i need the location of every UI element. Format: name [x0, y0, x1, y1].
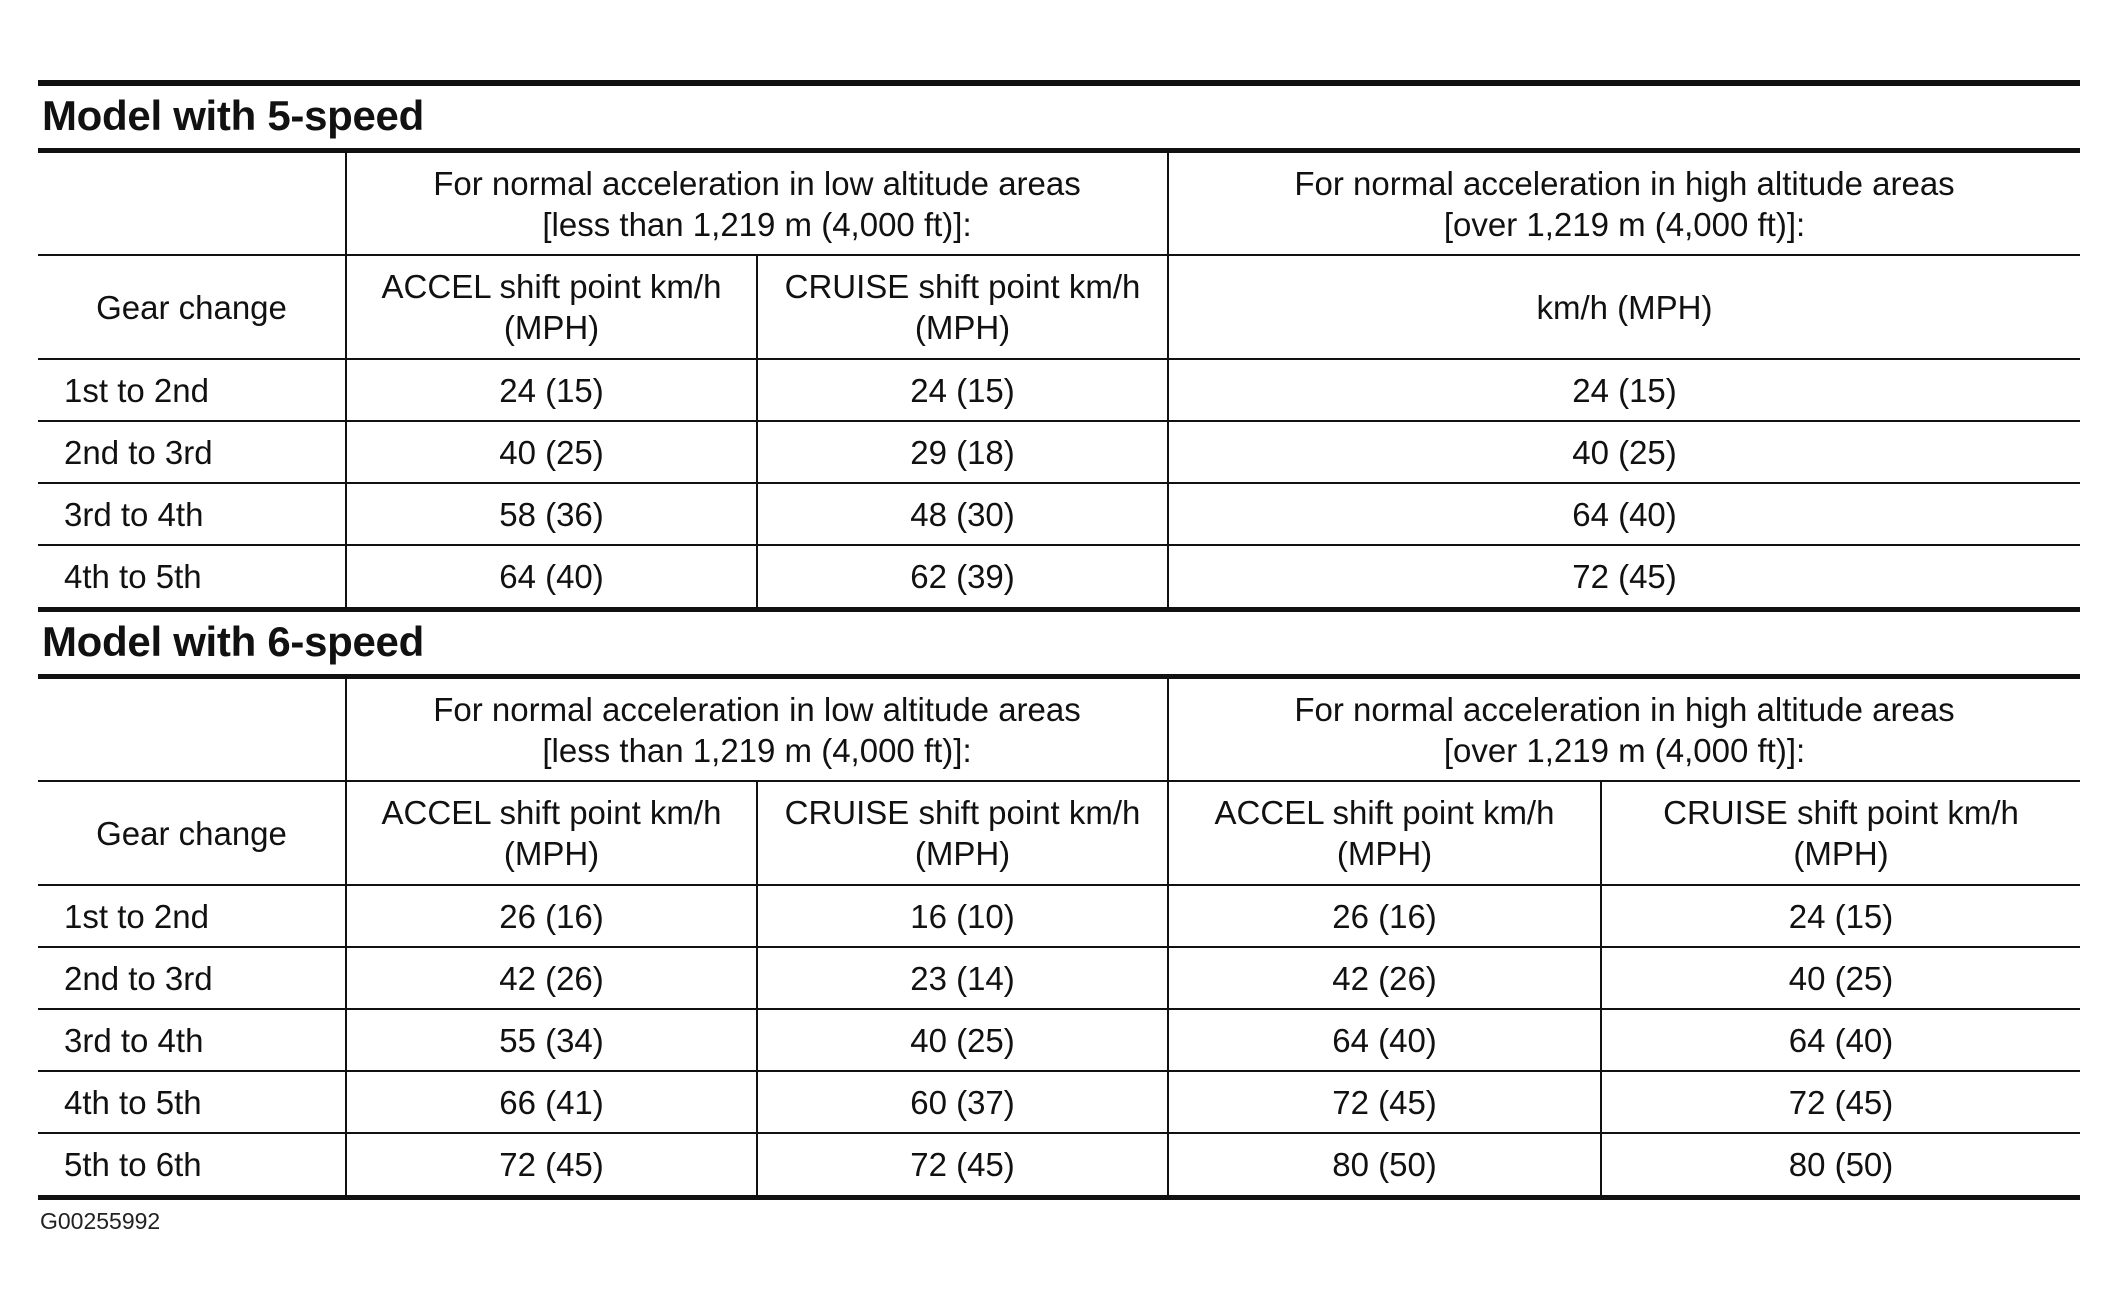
gear-cell: 3rd to 4th	[38, 483, 346, 545]
high-accel-cell: 42 (26)	[1168, 947, 1601, 1009]
high-cell: 72 (45)	[1168, 545, 2080, 607]
high-accel-cell: 26 (16)	[1168, 885, 1601, 947]
table-row	[38, 1009, 2080, 1071]
high-cruise-cell: 64 (40)	[1601, 1009, 2080, 1071]
low-cruise-cell: 24 (15)	[757, 359, 1168, 421]
table-row	[38, 1133, 2080, 1195]
table-row	[38, 885, 2080, 947]
gear-cell: 2nd to 3rd	[38, 947, 346, 1009]
high-accel-cell: 72 (45)	[1168, 1071, 1601, 1133]
low-cruise-header: CRUISE shift point km/h (MPH)	[757, 255, 1168, 359]
group-header-row	[38, 679, 2080, 781]
high-accel-cell: 64 (40)	[1168, 1009, 1601, 1071]
section-title-5-speed: Model with 5-speed	[38, 86, 2080, 153]
high-cruise-cell: 72 (45)	[1601, 1071, 2080, 1133]
high-cruise-cell: 40 (25)	[1601, 947, 2080, 1009]
gear-cell: 3rd to 4th	[38, 1009, 346, 1071]
high-accel-cell: 80 (50)	[1168, 1133, 1601, 1195]
low-accel-cell: 55 (34)	[346, 1009, 757, 1071]
low-accel-cell: 42 (26)	[346, 947, 757, 1009]
figure-id: G00255992	[40, 1208, 161, 1234]
table-row	[38, 1071, 2080, 1133]
low-accel-cell: 72 (45)	[346, 1133, 757, 1195]
low-cruise-cell: 29 (18)	[757, 421, 1168, 483]
low-accel-cell: 66 (41)	[346, 1071, 757, 1133]
low-cruise-cell: 16 (10)	[757, 885, 1168, 947]
table-5-speed	[38, 153, 2080, 607]
group-header-row	[38, 153, 2080, 255]
low-cruise-cell: 72 (45)	[757, 1133, 1168, 1195]
low-accel-header: ACCEL shift point km/h (MPH)	[346, 781, 757, 885]
empty-corner-cell	[38, 679, 346, 781]
high-cruise-header: CRUISE shift point km/h (MPH)	[1601, 781, 2080, 885]
table-row	[38, 947, 2080, 1009]
low-altitude-group-header: For normal acceleration in low altitude areas [less than 1,219 m (4,000 ft)]:	[346, 153, 1168, 255]
gear-cell: 1st to 2nd	[38, 885, 346, 947]
high-altitude-group-header: For normal acceleration in high altitude areas [over 1,219 m (4,000 ft)]:	[1168, 679, 2080, 781]
low-accel-cell: 40 (25)	[346, 421, 757, 483]
low-accel-cell: 64 (40)	[346, 545, 757, 607]
table-row	[38, 545, 2080, 607]
table-row	[38, 483, 2080, 545]
low-cruise-cell: 48 (30)	[757, 483, 1168, 545]
gear-cell: 1st to 2nd	[38, 359, 346, 421]
table-row	[38, 359, 2080, 421]
low-cruise-cell: 62 (39)	[757, 545, 1168, 607]
low-cruise-header: CRUISE shift point km/h (MPH)	[757, 781, 1168, 885]
high-cruise-cell: 80 (50)	[1601, 1133, 2080, 1195]
high-altitude-group-header: For normal acceleration in high altitude areas [over 1,219 m (4,000 ft)]:	[1168, 153, 2080, 255]
low-cruise-cell: 40 (25)	[757, 1009, 1168, 1071]
high-accel-header: ACCEL shift point km/h (MPH)	[1168, 781, 1601, 885]
low-accel-cell: 26 (16)	[346, 885, 757, 947]
gear-cell: 4th to 5th	[64, 558, 202, 595]
low-accel-cell: 24 (15)	[346, 359, 757, 421]
gear-change-header: Gear change	[38, 255, 346, 359]
section-title-6-speed: Model with 6-speed	[38, 612, 2080, 679]
table-row	[38, 421, 2080, 483]
high-cell: 24 (15)	[1168, 359, 2080, 421]
high-cell: 40 (25)	[1168, 421, 2080, 483]
low-cruise-cell: 60 (37)	[757, 1071, 1168, 1133]
low-accel-header: ACCEL shift point km/h (MPH)	[346, 255, 757, 359]
gear-cell: 5th to 6th	[64, 1146, 202, 1183]
column-header-row	[38, 781, 2080, 885]
high-cell: 64 (40)	[1168, 483, 2080, 545]
high-cruise-cell: 24 (15)	[1601, 885, 2080, 947]
empty-corner-cell	[38, 153, 346, 255]
column-header-row	[38, 255, 2080, 359]
spec-document	[38, 80, 2080, 1235]
low-altitude-group-header: For normal acceleration in low altitude areas [less than 1,219 m (4,000 ft)]:	[346, 679, 1168, 781]
low-cruise-cell: 23 (14)	[757, 947, 1168, 1009]
table-6-speed	[38, 679, 2080, 1195]
gear-cell: 2nd to 3rd	[38, 421, 346, 483]
high-speed-header: km/h (MPH)	[1168, 255, 2080, 359]
low-accel-cell: 58 (36)	[346, 483, 757, 545]
gear-cell: 4th to 5th	[38, 1071, 346, 1133]
gear-change-header: Gear change	[38, 781, 346, 885]
